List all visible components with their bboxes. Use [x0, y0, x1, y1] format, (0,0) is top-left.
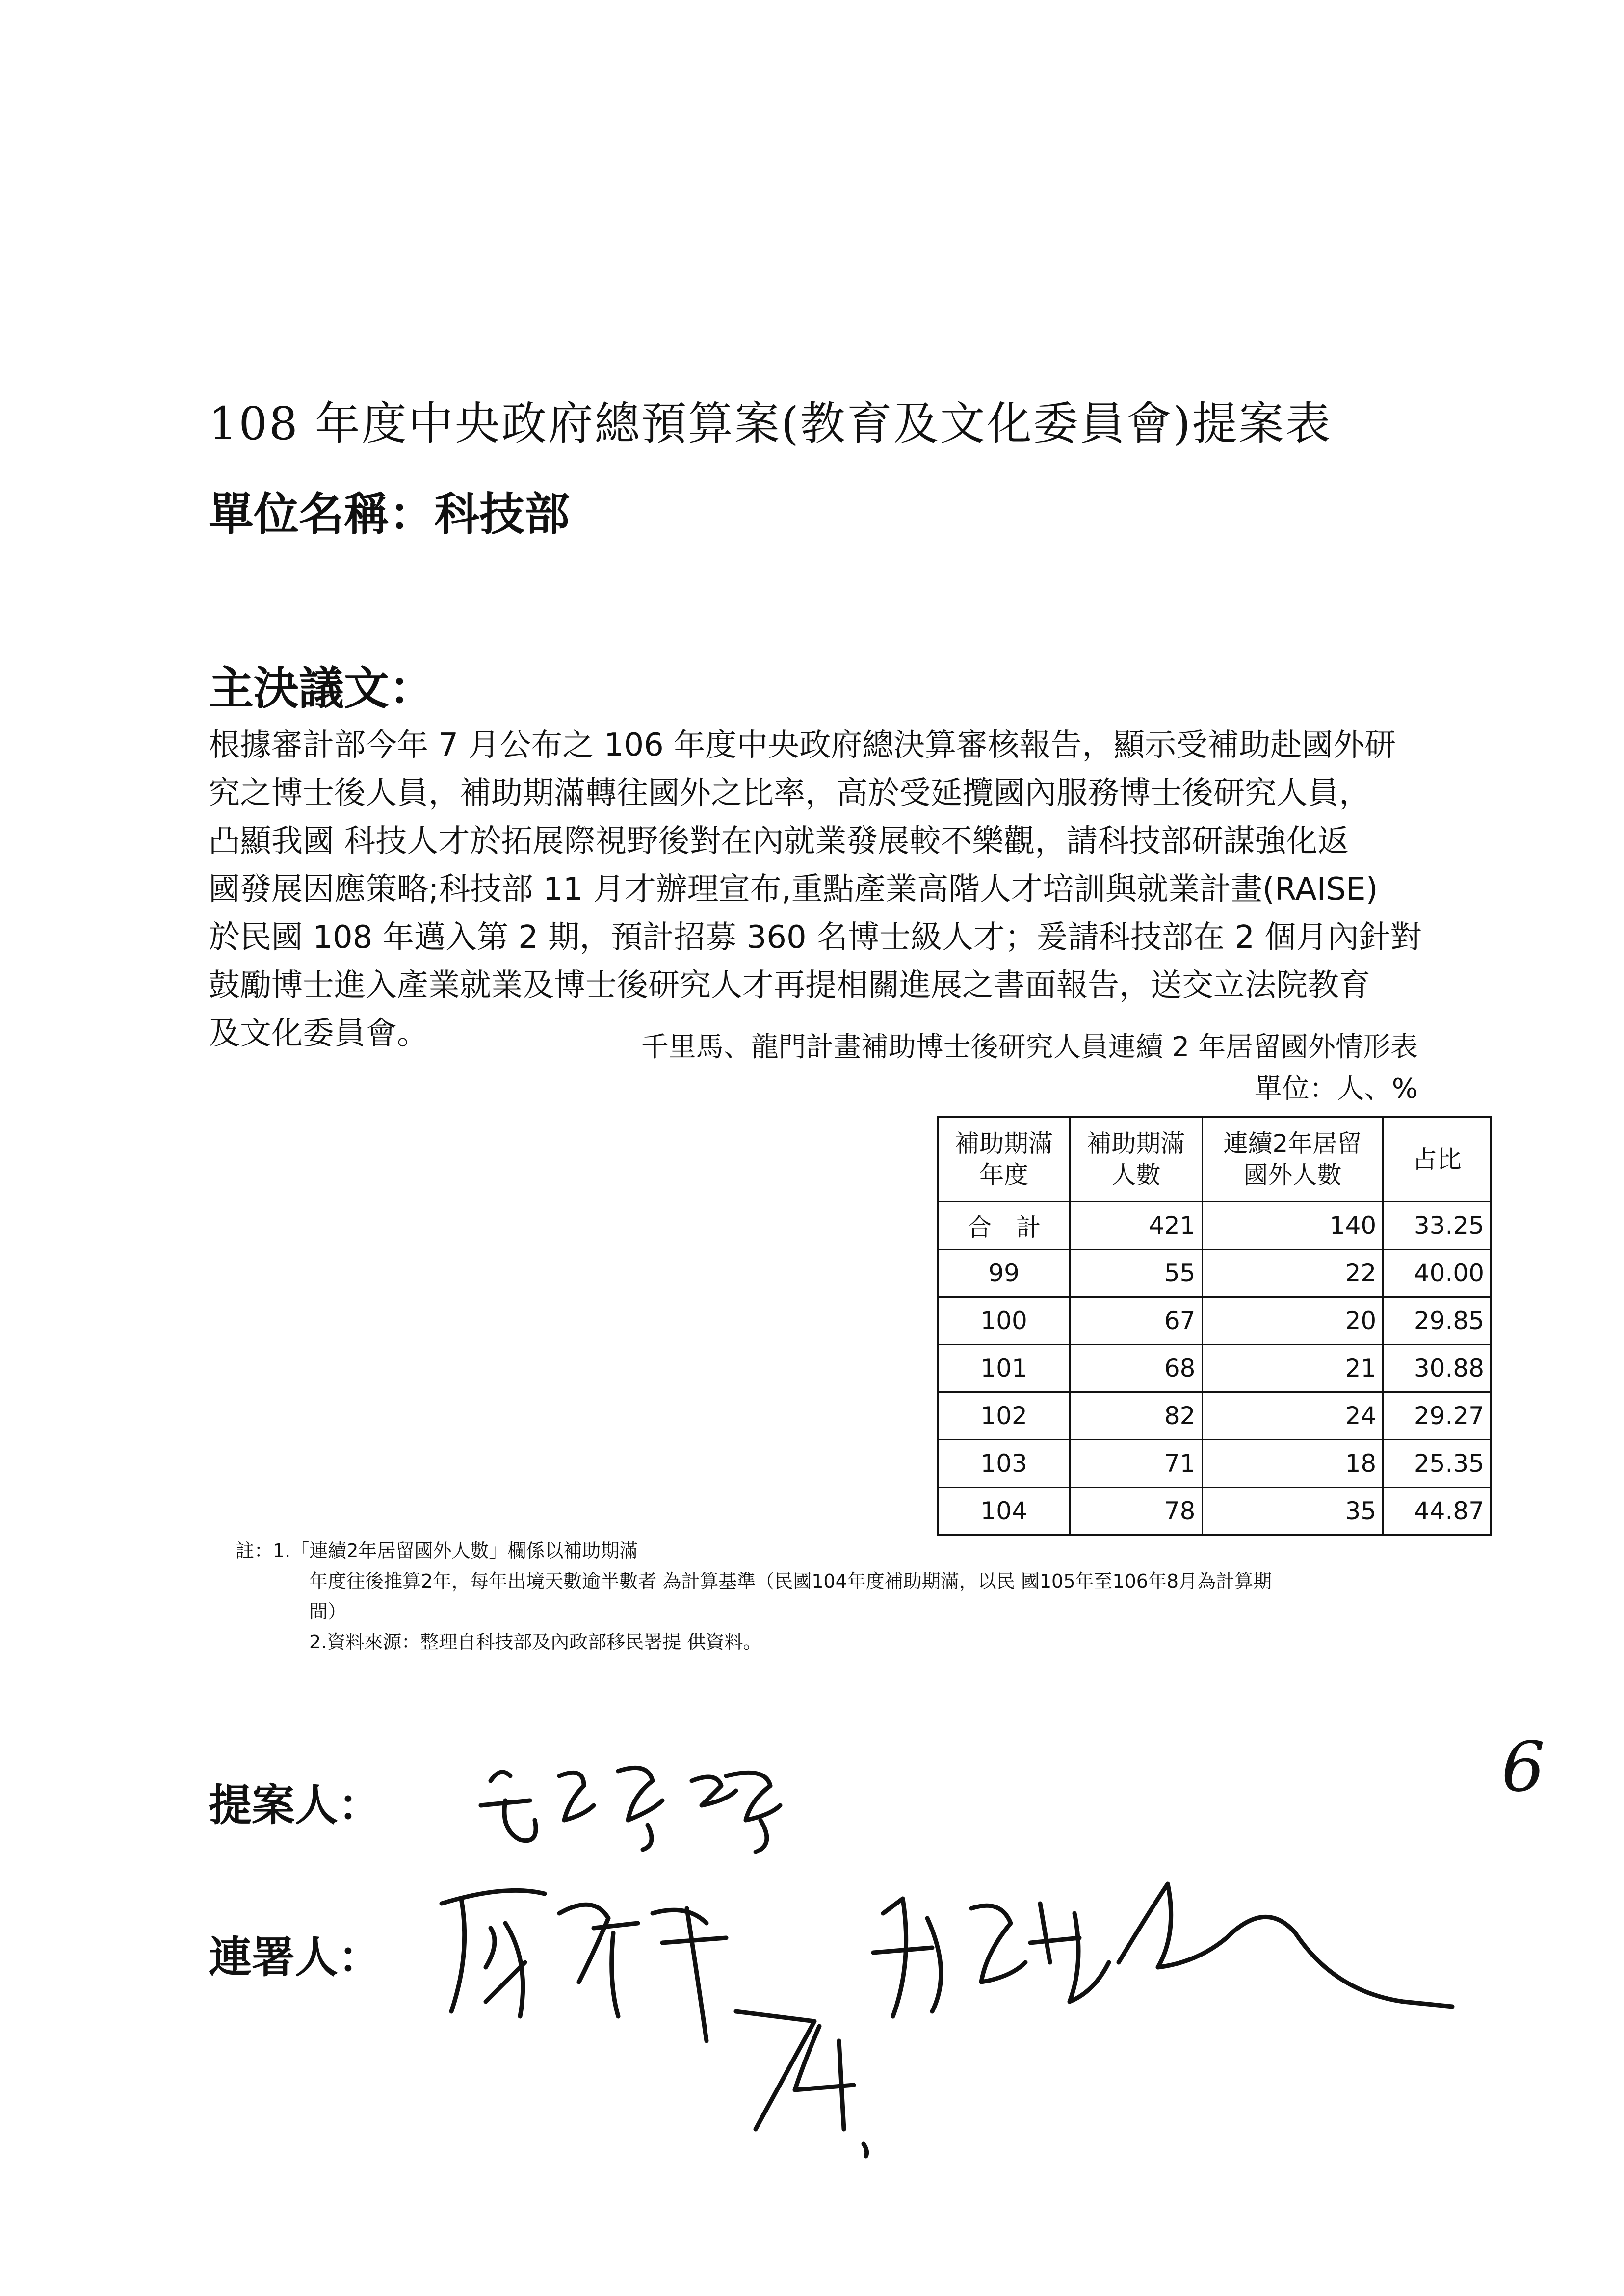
- body-line: 及文化委員會。: [209, 1016, 428, 1052]
- cell-ratio: 25.35: [1383, 1440, 1491, 1487]
- cosigner-signatures: [432, 1854, 1482, 2247]
- cell-abroad: 21: [1202, 1345, 1383, 1392]
- header-count-text: 補助期滿 人數: [1087, 1129, 1185, 1189]
- cell-count: 55: [1070, 1250, 1202, 1297]
- resolution-body: [209, 721, 1445, 1058]
- cell-abroad: 20: [1202, 1297, 1383, 1345]
- note-line: 間）: [309, 1601, 347, 1622]
- header-count: [1070, 1117, 1202, 1202]
- header-year-text: 補助期滿 年度: [955, 1129, 1053, 1189]
- cell-ratio: 29.27: [1383, 1392, 1491, 1440]
- table-row: [938, 1392, 1491, 1440]
- proposer-signature: [471, 1747, 814, 1859]
- body-line: 根據審計部今年 7 月公布之 106 年度中央政府總決算審核報告，顯示受補助赴國外研: [209, 727, 1396, 763]
- table-row: [938, 1440, 1491, 1487]
- table-row: [938, 1297, 1491, 1345]
- cell-year: 101: [938, 1345, 1070, 1392]
- cell-ratio: 44.87: [1383, 1487, 1491, 1535]
- cell-abroad: 24: [1202, 1392, 1383, 1440]
- section-heading: 主決議文：: [209, 662, 435, 715]
- body-line: 究之博士後人員，補助期滿轉往國外之比率，高於受延攬國內服務博士後研究人員，: [209, 775, 1370, 811]
- header-abroad: [1202, 1117, 1383, 1202]
- table-row: [938, 1487, 1491, 1535]
- body-line: 於民國 108 年邁入第 2 期，預計招募 360 名博士級人才；爰請科技部在 2 個月內針對: [209, 919, 1422, 956]
- table-header-row: [938, 1117, 1491, 1202]
- cell-ratio: 30.88: [1383, 1345, 1491, 1392]
- body-line: 凸顯我國 科技人才於拓展際視野後對在內就業發展較不樂觀，請科技部研謀強化返: [209, 823, 1349, 860]
- note-line: 註：1.「連續2年居留國外人數」欄係以補助期滿: [236, 1540, 638, 1562]
- body-line: 國發展因應策略;科技部 11 月才辦理宣布,重點產業高階人才培訓與就業計畫(RAISE): [209, 871, 1378, 908]
- unit-name: 單位名稱：科技部: [209, 488, 570, 541]
- note-line: 年度往後推算2年，每年出境天數逾半數者 為計算基準（民國104年度補助期滿，以民 國105年至106年8月為計算期: [309, 1570, 1272, 1592]
- cell-year: 100: [938, 1297, 1070, 1345]
- header-year: [938, 1117, 1070, 1202]
- cell-count: 82: [1070, 1392, 1202, 1440]
- body-line: 鼓勵博士進入產業就業及博士後研究人才再提相關進展之書面報告，送交立法院教育: [209, 967, 1370, 1004]
- cell-year: 102: [938, 1392, 1070, 1440]
- page-number-mark: [1492, 1727, 1550, 1810]
- table-notes: [236, 1536, 1272, 1657]
- cell-count: 78: [1070, 1487, 1202, 1535]
- table-caption: 千里馬、龍門計畫補助博士後研究人員連續 2 年居留國外情形表: [641, 1031, 1418, 1063]
- cell-year: 99: [938, 1250, 1070, 1297]
- cell-year: 104: [938, 1487, 1070, 1535]
- cell-count: 71: [1070, 1440, 1202, 1487]
- header-ratio-text: 占比: [1412, 1145, 1462, 1174]
- cell-abroad: 140: [1202, 1202, 1383, 1250]
- table-row-total: [938, 1202, 1491, 1250]
- table-unit: 單位：人、%: [1254, 1073, 1418, 1105]
- page-number-text: 6: [1501, 1727, 1545, 1807]
- cell-abroad: 22: [1202, 1250, 1383, 1297]
- cell-abroad: 35: [1202, 1487, 1383, 1535]
- cell-abroad: 18: [1202, 1440, 1383, 1487]
- header-abroad-text: 連續2年居留 國外人數: [1223, 1129, 1362, 1189]
- cell-count: 67: [1070, 1297, 1202, 1345]
- statistics-table: [937, 1116, 1492, 1536]
- table-row: [938, 1250, 1491, 1297]
- note-line: 2.資料來源：整理自科技部及內政部移民署提 供資料。: [309, 1631, 762, 1653]
- cell-count: 421: [1070, 1202, 1202, 1250]
- cell-ratio: 29.85: [1383, 1297, 1491, 1345]
- table-row: [938, 1345, 1491, 1392]
- cell-ratio: 33.25: [1383, 1202, 1491, 1250]
- cell-count: 68: [1070, 1345, 1202, 1392]
- document-title: 108 年度中央政府總預算案(教育及文化委員會)提案表: [209, 397, 1332, 450]
- proposer-label: 提案人：: [209, 1780, 382, 1830]
- header-ratio: [1383, 1117, 1491, 1202]
- cell-year: 103: [938, 1440, 1070, 1487]
- cell-ratio: 40.00: [1383, 1250, 1491, 1297]
- cell-year: 合 計: [938, 1202, 1070, 1250]
- cosigner-label: 連署人：: [209, 1932, 382, 1983]
